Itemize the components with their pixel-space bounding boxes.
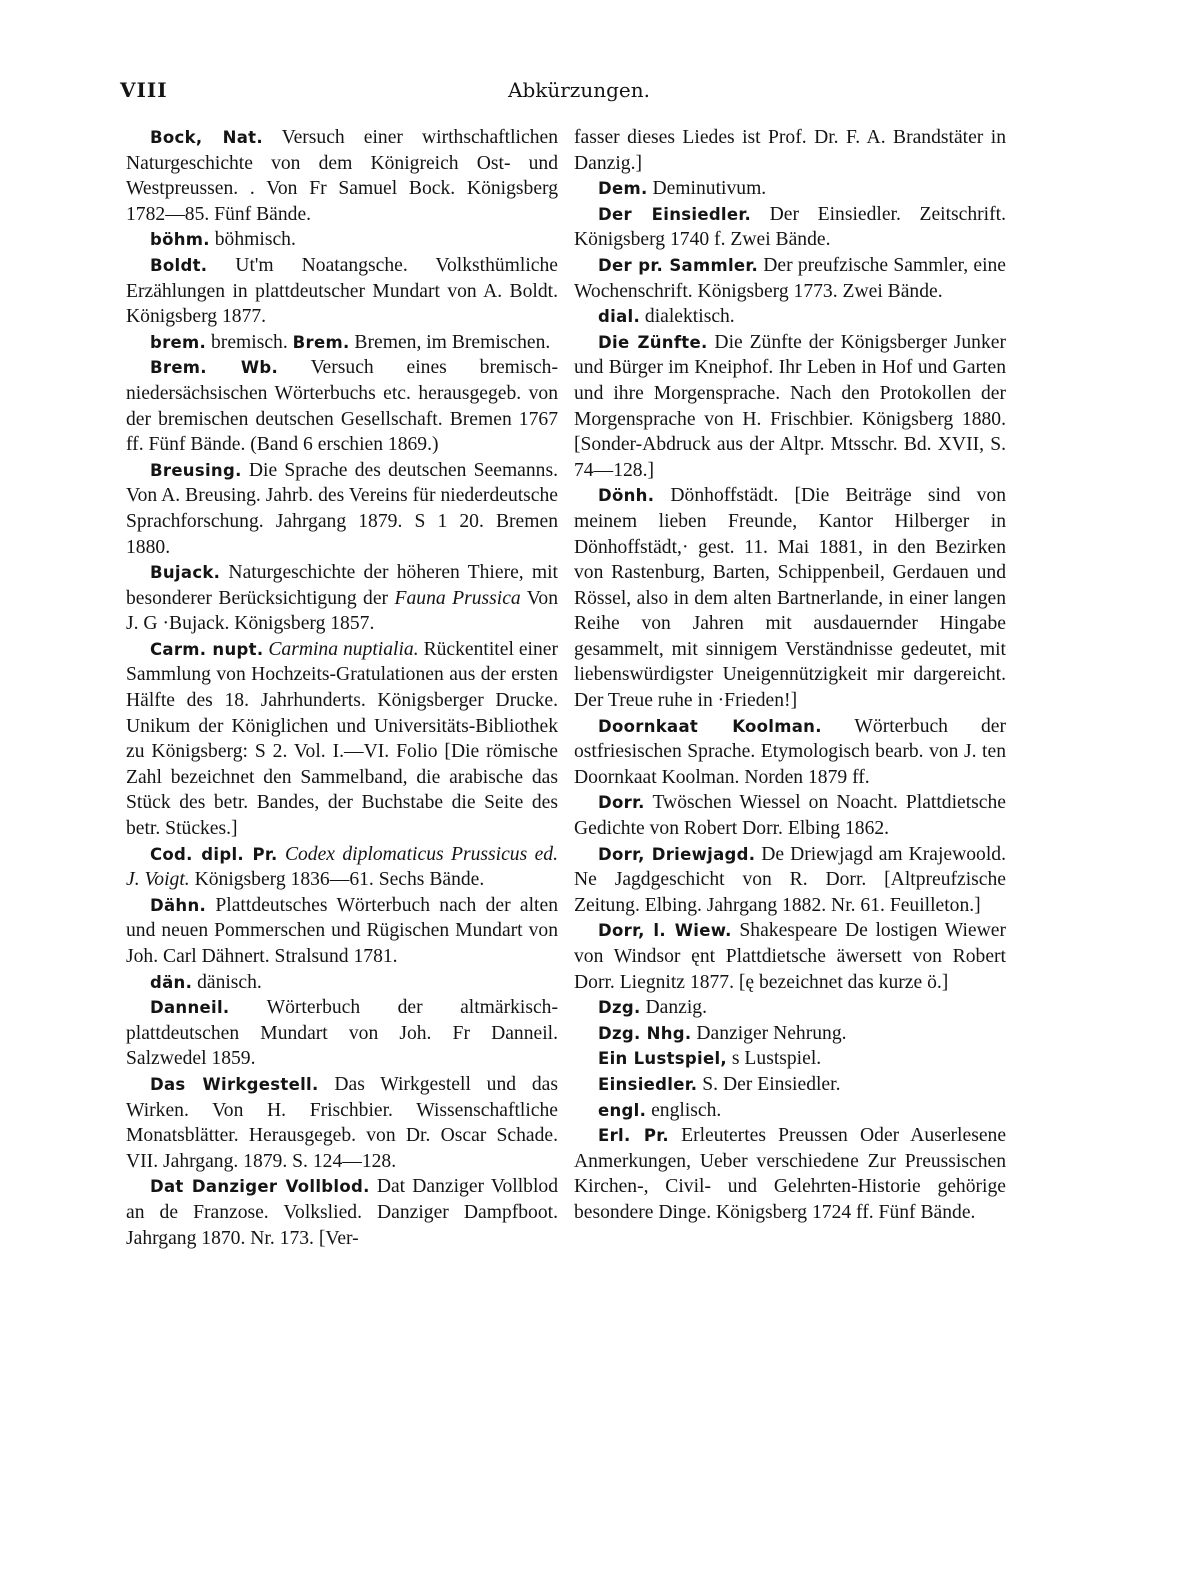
entry-text: Das Wirkgestell und das Wirken. Von H. Frischbier. Wissenschaftliche Monatsblätter. Herausgegeb. von Dr. Oscar Schade. VII. Jahrgang. 1879. S. 124—128. <box>126 1073 558 1172</box>
entry-lemma: Cod. dipl. Pr. <box>150 844 278 864</box>
dictionary-entry <box>126 995 558 1072</box>
entry-text: Dat Danziger Vollblod an de Franzose. Volkslied. Danziger Dampfboot. Jahrgang 1870. Nr. 173. [Ver- <box>126 1176 558 1249</box>
dictionary-entry <box>126 560 558 637</box>
running-title: Abkürzungen. <box>508 78 650 102</box>
dictionary-entry <box>574 1021 1006 1047</box>
entry-lemma: Ein Lustspiel, <box>598 1049 727 1069</box>
entry-text: De Driewjagd am Krajewoold. Ne Jagdgeschicht von R. Dorr. [Altpreufzische Zeitung. Elbing. Jahrgang 1882. Nr. 61. Feuilleton.] <box>574 843 1006 916</box>
entry-text: dialektisch. <box>640 306 735 328</box>
dictionary-entry <box>574 842 1006 919</box>
dictionary-entry <box>574 304 1006 330</box>
entry-text: Erleutertes Preussen Oder Auserlesene Anmerkungen, Ueber verschiedene Zur Preussischen Kirchen-, Civil- und Gelehrten-Historie gehörige besondere Dinge. Königsberg 1724 ff. Fünf Bände. <box>574 1125 1007 1223</box>
dictionary-entry <box>126 842 558 893</box>
dictionary-entry <box>574 1072 1006 1098</box>
page-number: VIII <box>120 78 168 102</box>
dictionary-entry <box>126 970 558 996</box>
entry-lemma: brem. <box>150 332 207 352</box>
dictionary-entry <box>574 1046 1006 1072</box>
dictionary-entry <box>574 1098 1006 1124</box>
entry-lemma: Dzg. Nhg. <box>598 1023 692 1043</box>
entry-title-italic: Codex diplomaticus Prussicus ed. J. Voigt. <box>126 843 558 891</box>
entry-lemma: dial. <box>598 307 641 327</box>
dictionary-entry <box>574 995 1006 1021</box>
entry-text: S. Der Einsiedler. <box>697 1073 841 1095</box>
entry-text: Königsberg 1836—61. Sechs Bände. <box>189 869 485 891</box>
entry-lemma: Einsiedler. <box>598 1074 698 1094</box>
entry-title-italic: Carmina nuptialia. <box>268 638 419 660</box>
right-column <box>574 125 1006 1226</box>
dictionary-entry <box>126 125 558 227</box>
entry-text: Der Einsiedler. Zeitschrift. Königsberg 1740 f. Zwei Bände. <box>574 203 1006 251</box>
entry-text: Naturgeschichte der höheren Thiere, mit besonderer Berücksichtigung der <box>126 562 558 609</box>
entry-lemma: Der Einsiedler. <box>598 204 752 224</box>
dictionary-entry <box>574 483 1006 713</box>
dictionary-entry <box>574 125 1006 176</box>
dictionary-entry <box>574 202 1006 253</box>
entry-text: Shakespeare De lostigen Wiewer von Windsor ęnt Plattdietsche äwersett von Robert Dorr. Liegnitz 1877. [ę bezeichnet das kurze ö.] <box>574 920 1006 993</box>
entry-text: böhmisch. <box>209 229 296 251</box>
dictionary-entry <box>574 790 1006 841</box>
entry-text: Versuch einer wirthschaftlichen Naturgeschichte von dem Königreich Ost- und Westpreussen. . Von Fr Samuel Bock. Königsberg 1782—85. Fünf Bände. <box>126 127 558 225</box>
dictionary-entry <box>574 253 1006 304</box>
entry-text: dänisch. <box>192 971 262 993</box>
entry-lemma: Die Zünfte. <box>598 332 708 352</box>
entry-text: Bremen, im Bremischen. <box>349 331 551 353</box>
entry-text: Die Sprache des deutschen Seemanns. Von A. Breusing. Jahrb. des Vereins für niederdeutsche Sprachforschung. Jahrgang 1879. S 1 20. Bremen 1880. <box>126 459 558 558</box>
entry-lemma: Dat Danziger Vollblod. <box>150 1177 370 1197</box>
entry-lemma: Dorr, Driewjagd. <box>598 844 756 864</box>
entry-text: englisch. <box>646 1099 722 1121</box>
entry-lemma: Bock, Nat. <box>150 128 263 147</box>
entry-text: Rückentitel einer Sammlung von Hochzeits-Gratulationen aus der ersten Hälfte des 18. Jahrhunderts. Königsberger Drucke. Unikum der Königlichen und Universitäts-Bibliothek zu Königsberg: S 2. Vol. I.—VI. Folio [Die römische Zahl bezeichnet den Sammelband, die arabische das Stück des betr. Bandes, der Buchstabe die Seite des betr. Stückes.] <box>126 638 558 840</box>
dictionary-entry <box>126 893 558 970</box>
left-column <box>126 125 558 1251</box>
dictionary-entry <box>126 1174 558 1251</box>
dictionary-entry <box>126 458 558 560</box>
entry-lemma: Dorr. <box>598 793 645 813</box>
entry-title-italic: Fauna Prussica <box>394 587 521 609</box>
dictionary-entry <box>574 714 1006 791</box>
entry-lemma: Doornkaat Koolman. <box>598 716 822 736</box>
entry-lemma: Erl. Pr. <box>598 1126 669 1146</box>
entry-lemma: dän. <box>150 972 193 992</box>
entry-text: Von J. G ·Bujack. Königsberg 1857. <box>126 587 559 635</box>
entry-text: Deminutivum. <box>647 178 767 200</box>
entry-lemma: Dönh. <box>598 486 655 506</box>
entry-lemma: Carm. nupt. <box>150 639 264 659</box>
entry-text: Der preufzische Sammler, eine Wochenschrift. Königsberg 1773. Zwei Bände. <box>574 254 1007 302</box>
entry-lemma: engl. <box>598 1100 647 1120</box>
entry-lemma: Breusing. <box>150 460 242 480</box>
entry-text: Plattdeutsches Wörterbuch nach der alten und neuen Pommerschen und Rügischen Mundart von Joh. Carl Dähnert. Stralsund 1781. <box>126 894 558 967</box>
entry-lemma: Der pr. Sammler. <box>598 255 759 275</box>
entry-text: Danziger Nehrung. <box>691 1022 847 1044</box>
entry-lemma: Danneil. <box>150 998 230 1018</box>
dictionary-entry <box>126 253 558 330</box>
entry-lemma: böhm. <box>150 230 210 250</box>
entry-lemma: Das Wirkgestell. <box>150 1074 319 1094</box>
entry-text: Versuch eines bremisch-niedersächsischen Wörterbuchs etc. herausgegeb. von der bremischen deutschen Gesellschaft. Bremen 1767 ff. Fünf Bände. (Band 6 erschien 1869.) <box>126 357 559 456</box>
entry-text: Wörterbuch der ostfriesischen Sprache. Etymologisch bearb. von J. ten Doornkaat Koolman. Norden 1879 ff. <box>574 715 1006 788</box>
entry-text: Die Zünfte der Königsberger Junker und Bürger im Kneiphof. Ihr Leben in Hof und Garten und ihre Morgensprache. Nach den Protokollen der Morgensprache von H. Frischbier. Königsberg 1880. [Sonder-Abdruck aus der Altpr. Mtsschr. Bd. XVII, S. 74—128.] <box>574 331 1006 481</box>
entry-lemma: Brem. Wb. <box>150 358 279 378</box>
entry-text: Danzig. <box>640 997 707 1019</box>
dictionary-entry <box>574 330 1006 484</box>
entry-text: Ut'm Noatangsche. Volksthümliche Erzählungen in plattdeutscher Mundart von A. Boldt. Königsberg 1877. <box>126 254 558 328</box>
dictionary-entry <box>126 227 558 253</box>
entry-lemma: Dzg. <box>598 998 641 1018</box>
entry-text: Dönhoffstädt. [Die Beiträge sind von meinem lieben Freunde, Kantor Hilberger in Dönhoffstädt,· gest. 11. Mai 1881, in den Bezirken von Rastenburg, Barten, Schippenbeil, Gerdauen und Rössel, also in dem alten Bartnerlande, in einer langen Reihe von Jahren mit ausdauernder Hingabe gesammelt, mit sinnigem Verständnisse gedeutet, mit liebenswürdigster Uneigennützigkeit mir dargereicht. Der Treue ruhe in ·Frieden!] <box>574 485 1006 712</box>
entry-lemma: Dem. <box>598 179 648 199</box>
dictionary-entry <box>574 1123 1006 1225</box>
dictionary-entry <box>574 176 1006 202</box>
entry-text <box>278 844 285 865</box>
entry-lemma: Boldt. <box>150 255 208 275</box>
entry-text: bremisch. <box>206 331 293 353</box>
entry-lemma: Brem. <box>292 332 350 352</box>
entry-text: s Lustspiel. <box>727 1048 822 1070</box>
entry-lemma: Dähn. <box>150 895 207 915</box>
entry-lemma: Dorr, l. Wiew. <box>598 921 732 941</box>
dictionary-entry <box>126 355 558 457</box>
dictionary-entry <box>126 637 558 842</box>
dictionary-entry <box>574 918 1006 995</box>
entry-text: fasser dieses Liedes ist Prof. Dr. F. A. Brandstäter in Danzig.] <box>574 127 1006 174</box>
entry-text: Wörterbuch der altmärkisch-plattdeutschen Mundart von Joh. Fr Danneil. Salzwedel 1859. <box>126 997 558 1070</box>
entry-text: Twöschen Wiessel on Noacht. Plattdietsche Gedichte von Robert Dorr. Elbing 1862. <box>574 792 1006 840</box>
entry-lemma: Bujack. <box>150 563 221 583</box>
dictionary-entry <box>126 1072 558 1174</box>
dictionary-entry <box>126 330 558 356</box>
